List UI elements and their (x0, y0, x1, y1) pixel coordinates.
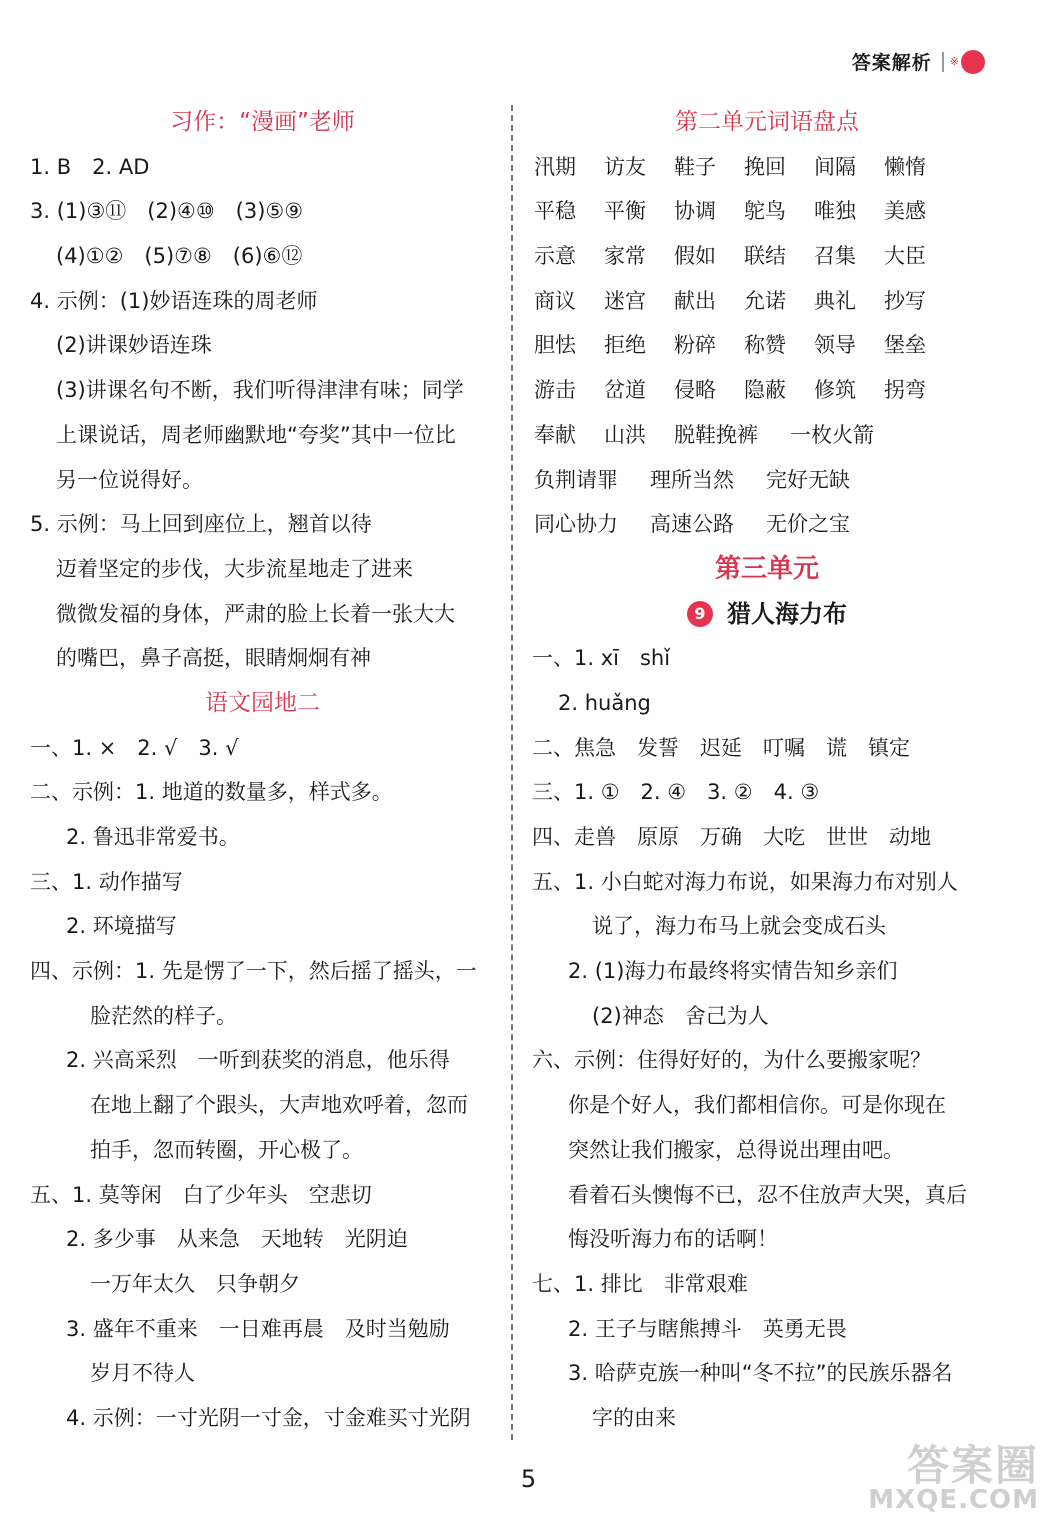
word-item: 胆怯 (534, 333, 576, 358)
answer-line: 看着石头懊悔不已，忍不住放声大哭，真后 (568, 1182, 967, 1207)
answer-line: 突然让我们搬家，总得说出理由吧。 (568, 1137, 904, 1162)
answer-line: 1. B 2. AD (30, 154, 150, 179)
answer-line: 你是个好人，我们都相信你。可是你现在 (568, 1093, 946, 1118)
answer-line: 四、示例：1. 先是愣了一下，然后摇了摇头，一 (30, 959, 477, 984)
word-row (532, 458, 1002, 503)
section-title-word-review: 第二单元词语盘点 (675, 109, 859, 135)
word-item: 岔道 (604, 378, 646, 403)
word-item: 平稳 (534, 199, 576, 224)
watermark-logo: 答案圈 (906, 1441, 1039, 1490)
answer-line: 4. 示例：一寸光阴一寸金，寸金难买寸光阴 (66, 1405, 471, 1430)
answer-line: 岁月不待人 (90, 1361, 195, 1386)
word-item: 隐蔽 (744, 378, 786, 403)
answer-line: 2. 环境描写 (66, 914, 177, 939)
word-item: 联结 (744, 244, 786, 269)
watermark-url: MXQE.COM (868, 1485, 1039, 1515)
answer-line: 二、示例：1. 地道的数量多，样式多。 (30, 780, 393, 805)
word-item: 拐弯 (884, 378, 926, 403)
header-mark: ※ (949, 55, 959, 68)
word-item: 唯独 (814, 199, 856, 224)
word-item: 商议 (534, 288, 576, 313)
answer-line: 3. (1)③⑪ (2)④⑩ (3)⑤⑨ (30, 199, 304, 224)
lesson-number-badge: 9 (687, 601, 713, 627)
right-column (532, 100, 1002, 1441)
word-item: 访友 (604, 154, 646, 179)
unit-title: 第三单元 (714, 553, 819, 584)
word-list (532, 145, 1002, 547)
answer-line: 五、1. 莫等闲 白了少年头 空悲切 (30, 1182, 372, 1207)
word-item: 家常 (604, 244, 646, 269)
word-item: 鸵鸟 (744, 199, 786, 224)
answer-line: (3)讲课名句不断，我们听得津津有味；同学 (56, 378, 464, 403)
word-item: 山洪 (604, 422, 646, 447)
word-item: 大臣 (884, 244, 926, 269)
answer-line: 五、1. 小白蛇对海力布说，如果海力布对别人 (532, 869, 958, 894)
word-item: 平衡 (604, 199, 646, 224)
word-item: 无价之宝 (766, 512, 850, 537)
answer-line: 三、1. 动作描写 (30, 869, 183, 894)
answer-line: 另一位说得好。 (56, 467, 203, 492)
word-item: 鞋子 (674, 154, 716, 179)
answer-line: 六、示例：住得好好的，为什么要搬家呢？ (532, 1048, 931, 1073)
word-item: 拒绝 (604, 333, 646, 358)
word-row (532, 189, 1002, 234)
answer-line: 微微发福的身体，严肃的脸上长着一张大大 (56, 601, 455, 626)
word-item: 间隔 (814, 154, 856, 179)
word-item: 懒惰 (884, 154, 926, 179)
word-item: 美感 (884, 199, 926, 224)
word-item: 脱鞋挽裤 (674, 422, 758, 447)
answer-line: 2. 鲁迅非常爱书。 (66, 825, 240, 849)
word-item: 领导 (814, 333, 856, 358)
word-item: 迷宫 (604, 288, 646, 313)
answer-line: 字的由来 (592, 1405, 676, 1430)
answer-line: 2. 王子与瞎熊搏斗 英勇无畏 (568, 1316, 847, 1341)
header-dot-icon (961, 50, 985, 74)
word-item: 允诺 (744, 288, 786, 313)
word-row (532, 502, 1002, 547)
word-item: 假如 (674, 244, 716, 269)
answer-line: 一、1. xī shǐ (532, 646, 671, 671)
answer-line: 5. 示例：马上回到座位上，翘首以待 (30, 512, 372, 537)
lesson-title-text: 猎人海力布 (727, 599, 847, 628)
word-item: 召集 (814, 244, 856, 269)
answer-line: 2. 兴高采烈 一听到获奖的消息，他乐得 (66, 1048, 450, 1073)
word-item: 粉碎 (674, 333, 716, 358)
word-item: 完好无缺 (766, 467, 850, 492)
answer-line: 三、1. ① 2. ④ 3. ② 4. ③ (532, 780, 820, 805)
answer-line: 迈着坚定的步伐，大步流星地走了进来 (56, 556, 413, 581)
answer-line: 拍手，忽而转圈，开心极了。 (90, 1137, 363, 1162)
answer-line: (4)①② (5)⑦⑧ (6)⑥⑫ (56, 244, 303, 269)
word-item: 汛期 (534, 154, 576, 179)
page-header (852, 48, 985, 75)
word-item: 抄写 (884, 288, 926, 313)
header-separator (942, 52, 944, 72)
watermark (868, 1441, 1039, 1515)
answer-line: 四、走兽 原原 万确 大吃 世世 动地 (532, 825, 931, 849)
word-row (532, 234, 1002, 279)
word-item: 称赞 (744, 333, 786, 358)
word-item: 一枚火箭 (790, 422, 874, 447)
answer-line: 七、1. 排比 非常艰难 (532, 1271, 748, 1296)
lesson-title (532, 592, 1002, 637)
answer-line: 在地上翻了个跟头，大声地欢呼着，忽而 (90, 1093, 468, 1118)
answer-line: 4. 示例：(1)妙语连珠的周老师 (30, 288, 318, 313)
word-row (532, 279, 1002, 324)
header-title: 答案解析 (851, 52, 932, 74)
word-item: 堡垒 (884, 333, 926, 358)
answer-line: 的嘴巴，鼻子高挺，眼睛炯炯有神 (56, 646, 371, 671)
answer-line: 一万年太久 只争朝夕 (90, 1271, 300, 1296)
left-column (30, 100, 495, 1441)
answer-line: 说了，海力布马上就会变成石头 (592, 914, 886, 939)
word-row (532, 145, 1002, 190)
column-divider (511, 105, 513, 1440)
word-item: 侵略 (674, 378, 716, 403)
word-item: 游击 (534, 378, 576, 403)
answer-line: 2. huǎng (558, 690, 651, 715)
answer-line: 脸茫然的样子。 (90, 1003, 237, 1028)
page-number: 5 (520, 1465, 537, 1493)
word-row (532, 368, 1002, 413)
answer-line: 3. 盛年不重来 一日难再晨 及时当勉励 (66, 1316, 450, 1341)
word-row (532, 413, 1002, 458)
word-item: 同心协力 (534, 512, 618, 537)
answer-line: 二、焦急 发誓 迟延 叮嘱 谎 镇定 (532, 735, 910, 760)
word-row (532, 323, 1002, 368)
lesson-answers (532, 636, 1002, 1440)
answer-line: 3. 哈萨克族一种叫“冬不拉”的民族乐器名 (568, 1361, 953, 1386)
word-item: 献出 (674, 288, 716, 313)
answer-line: 2. 多少事 从来急 天地转 光阴迫 (66, 1227, 408, 1252)
answer-line: (2)神态 舍己为人 (592, 1003, 769, 1028)
section-title: 习作：“漫画”老师 (170, 109, 355, 135)
answer-line: 上课说话，周老师幽默地“夸奖”其中一位比 (56, 422, 456, 447)
word-item: 示意 (534, 244, 576, 269)
answer-line: 悔没听海力布的话啊！ (568, 1227, 778, 1252)
word-item: 高速公路 (650, 512, 734, 537)
word-item: 负荆请罪 (534, 467, 618, 492)
word-item: 奉献 (534, 422, 576, 447)
section-title: 语文园地二 (205, 689, 320, 716)
word-item: 修筑 (814, 378, 856, 403)
word-item: 协调 (674, 199, 716, 224)
answer-line: 一、1. × 2. √ 3. √ (30, 735, 239, 760)
word-item: 理所当然 (650, 467, 734, 492)
word-item: 典礼 (814, 288, 856, 313)
word-item: 挽回 (744, 154, 786, 179)
answer-line: 2. (1)海力布最终将实情告知乡亲们 (568, 959, 898, 984)
answer-line: (2)讲课妙语连珠 (56, 333, 212, 358)
